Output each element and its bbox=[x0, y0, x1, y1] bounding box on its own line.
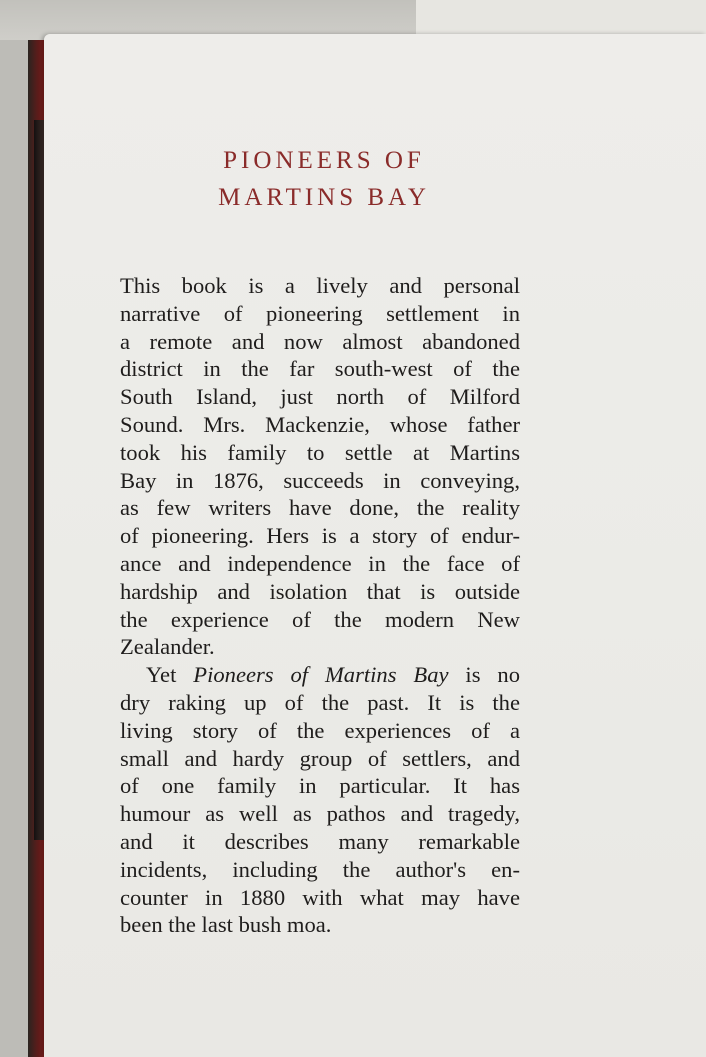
blurb-line: This book is a lively and personal bbox=[120, 273, 520, 298]
blurb-line: district in the far south-west of the bbox=[120, 356, 520, 382]
blurb-line: narrative of pioneering settlement in bbox=[120, 300, 520, 326]
blurb-line: incidents, including the author's en- bbox=[120, 856, 520, 882]
blurb-line: small and hardy group of settlers, and bbox=[120, 745, 520, 771]
blurb-line: Sound. Mrs. Mackenzie, whose father bbox=[120, 411, 520, 437]
blurb-line: counter in 1880 with what may have bbox=[120, 884, 520, 910]
blurb-line: and it describes many remarkable bbox=[120, 828, 520, 854]
blurb-line: living story of the experiences of a bbox=[120, 717, 520, 743]
blurb-line: as few writers have done, the reality bbox=[120, 495, 520, 521]
blurb-line: Zealander. bbox=[120, 634, 215, 660]
dust-jacket-flap bbox=[44, 34, 706, 1057]
blurb-line: dry raking up of the past. It is the bbox=[120, 689, 520, 715]
blurb-line: South Island, just north of Milford bbox=[120, 384, 520, 410]
book-title-line-2: MARTINS BAY bbox=[218, 184, 430, 211]
blurb-text-run: Yet bbox=[146, 662, 194, 688]
blurb-line: hardship and isolation that is outside bbox=[120, 578, 520, 604]
blurb-text bbox=[120, 272, 520, 939]
blurb-line: been the last bush moa. bbox=[120, 912, 332, 938]
blurb-line: humour as well as pathos and tragedy, bbox=[120, 801, 520, 827]
blurb-text-run: is no bbox=[448, 662, 520, 688]
blurb-line: ance and independence in the face of bbox=[120, 550, 520, 576]
blurb-line: Bay in 1876, succeeds in conveying, bbox=[120, 467, 520, 493]
blurb-line: of one family in particular. It has bbox=[120, 773, 520, 799]
blurb-line: a remote and now almost abandoned bbox=[120, 328, 520, 354]
book-title-italic: Pioneers of Martins Bay bbox=[193, 662, 449, 688]
blurb-line-paragraph-2-start bbox=[120, 661, 520, 689]
book-spine-edge bbox=[34, 120, 44, 840]
book-title bbox=[184, 142, 464, 216]
book-title-line-1: PIONEERS OF bbox=[223, 147, 425, 174]
blurb-line: the experience of the modern New bbox=[120, 606, 520, 632]
blurb-line: of pioneering. Hers is a story of endur- bbox=[120, 523, 520, 549]
blurb-line: took his family to settle at Martins bbox=[120, 439, 520, 465]
